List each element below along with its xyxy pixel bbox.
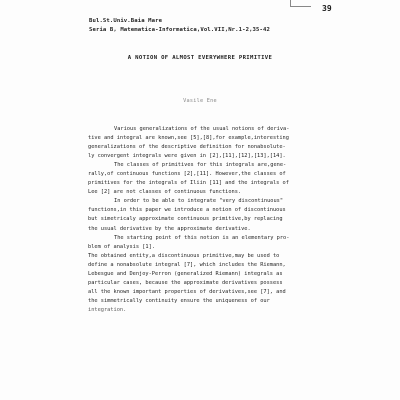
body-line: all the known important properties of derivatives,see [7], and bbox=[88, 288, 286, 295]
body-line: Lebesgue and Denjoy-Perron (generalized Riemann) integrals as bbox=[88, 270, 283, 277]
body-line: The classes of primitives for this integrals are,gene- bbox=[114, 162, 287, 169]
body-line: Lee [2] are not classes of continuous functions. bbox=[88, 189, 242, 196]
body-line: ly convergent integrals were given in [2],[11],[12],[13],[14]. bbox=[88, 153, 286, 160]
body-line: the simmetrically continuity ensure the uniqueness of our bbox=[88, 297, 270, 304]
body-line: functions,in this paper we introduce a notion of discontinuous bbox=[88, 207, 286, 214]
body-line: but simetricaly approximate continuous primitive,by replacing bbox=[88, 216, 283, 223]
corner-mark bbox=[290, 0, 311, 7]
journal-header bbox=[89, 17, 270, 34]
journal-line-2: Seria B, Matematica-Informatica,Vol.VII,Nr.1-2,35-42 bbox=[89, 26, 270, 33]
body-line: tive and integral are known,see [5],[8],for example,interesting bbox=[88, 135, 289, 142]
body-line: rally,of continuous functions [2],[11]. However,the classes of bbox=[88, 171, 286, 178]
body-line: integration. bbox=[88, 306, 127, 313]
body-line: particular cases, because the approximate derivatives possess bbox=[88, 279, 283, 286]
body-line: The starting point of this notion is an elementary pro- bbox=[114, 234, 290, 241]
body-line: The obtained entity,a discontinuous primitive,may be used to bbox=[88, 252, 280, 259]
page-number: 39 bbox=[322, 4, 332, 13]
body-line: blem of analysis [1]. bbox=[88, 243, 155, 250]
paper-title: A NOTION OF ALMOST EVERYWHERE PRIMITIVE bbox=[127, 55, 273, 61]
body-line: primitives for the integrals of Iliin [11] and the integrals of bbox=[88, 180, 289, 187]
body-line: generalizations of the descriptive definition for nonabsolute- bbox=[88, 144, 286, 151]
body-line: define a nonabsolute integral [7], which includes the Riemann, bbox=[88, 261, 286, 268]
body-line: the usual derivative by the approximate derivative. bbox=[88, 225, 251, 232]
journal-line-1: Bul.St.Univ.Baia Mare bbox=[89, 18, 163, 24]
author-name: Vasile Ene bbox=[183, 98, 217, 104]
body-line: Various generalizations of the usual notions of deriva- bbox=[114, 126, 290, 132]
body-line: In order to be able to integrate "very discontinuous" bbox=[114, 198, 284, 205]
body-text bbox=[88, 125, 350, 315]
